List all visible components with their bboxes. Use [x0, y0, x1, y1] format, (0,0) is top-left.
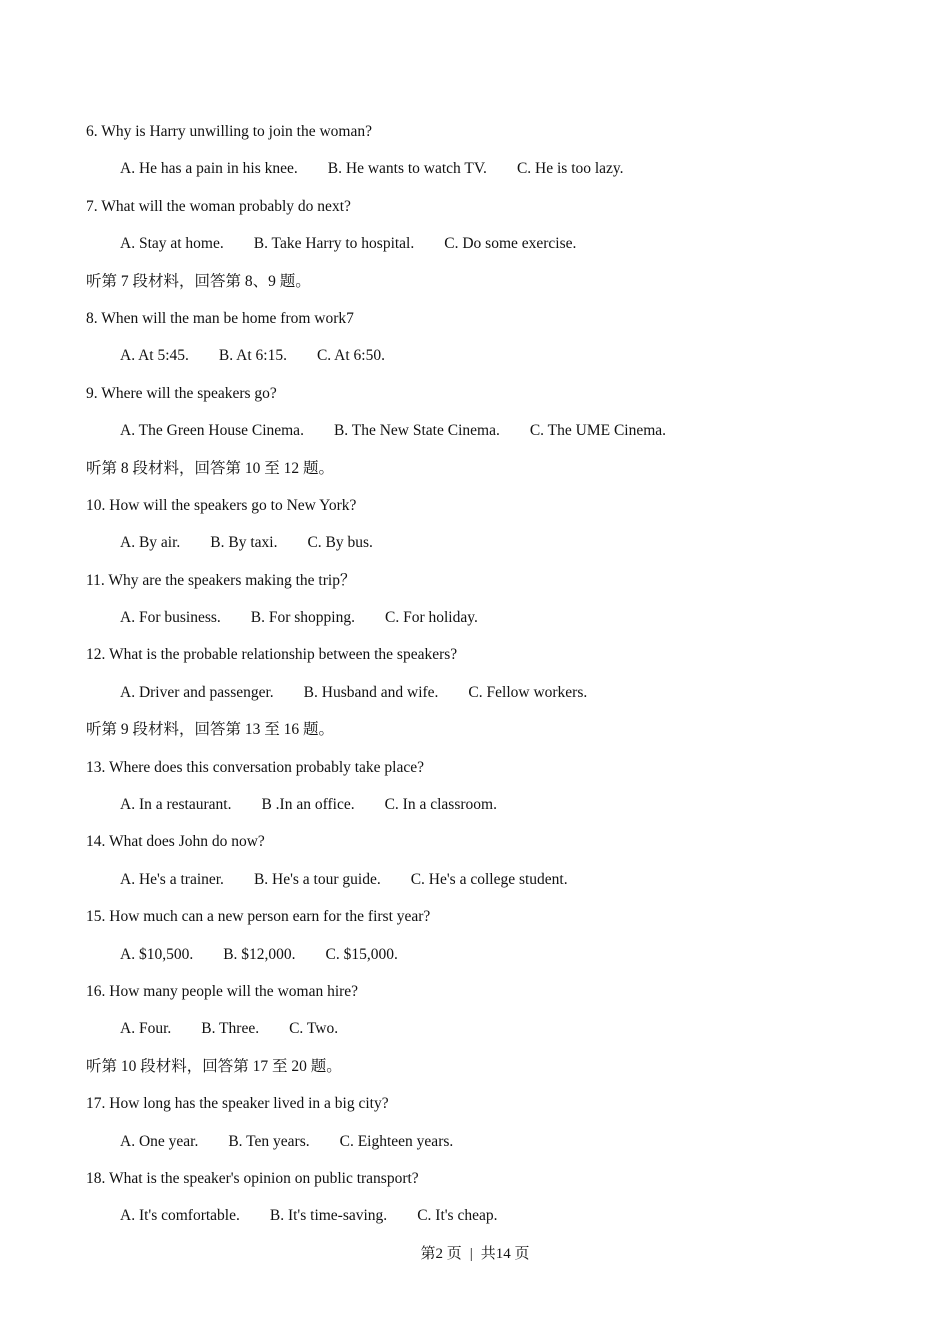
answer-option: A. He's a trainer.: [120, 870, 224, 888]
answer-option: B .In an office.: [261, 796, 355, 814]
answer-option: C. At 6:50.: [316, 347, 385, 365]
answer-options: [86, 681, 886, 718]
answer-options: [86, 344, 886, 381]
answer-option: C. By bus.: [307, 534, 373, 552]
question-text: 18. What is the speaker's opinion on public transport?: [86, 1169, 419, 1187]
answer-options: [86, 868, 886, 905]
answer-option: A. By air.: [120, 534, 181, 552]
exam-content: [86, 120, 886, 1242]
answer-option: B. Husband and wife.: [303, 683, 439, 701]
answer-option: C. $15,000.: [325, 945, 398, 963]
answer-option: B. The New State Cinema.: [333, 422, 500, 440]
answer-options: [86, 531, 886, 568]
answer-option: C. He is too lazy.: [516, 160, 624, 178]
answer-option: B. By taxi.: [210, 534, 278, 552]
section-instruction: 听第 9 段材料，回答第 13 至 16 题。: [86, 721, 335, 739]
answer-option: A. One year.: [120, 1132, 199, 1150]
question-text: 15. How much can a new person earn for the first year?: [86, 908, 431, 926]
answer-option: A. Stay at home.: [120, 235, 224, 253]
answer-option: A. In a restaurant.: [120, 796, 232, 814]
answer-options: [86, 419, 886, 456]
answer-option: C. For holiday.: [384, 609, 478, 627]
section-instruction: 听第 10 段材料，回答第 17 至 20 题。: [86, 1057, 342, 1075]
answer-options: [86, 793, 886, 830]
question-text: 16. How many people will the woman hire?: [86, 982, 359, 1000]
answer-option: C. Two.: [289, 1020, 339, 1038]
answer-option: B. Take Harry to hospital.: [253, 235, 415, 253]
answer-option: C. Eighteen years.: [339, 1132, 454, 1150]
answer-options: [86, 157, 886, 194]
question-text: 8. When will the man be home from work7: [86, 309, 354, 327]
answer-option: B. At 6:15.: [218, 347, 287, 365]
page-total: 共14 页: [480, 1246, 530, 1262]
answer-option: B. It's time-saving.: [269, 1207, 388, 1225]
answer-option: C. The UME Cinema.: [529, 422, 667, 440]
answer-option: B. He wants to watch TV.: [327, 160, 487, 178]
answer-option: B. Ten years.: [228, 1132, 310, 1150]
question-text: 11. Why are the speakers making the trip？: [86, 571, 356, 589]
question-text: 12. What is the probable relationship between the speakers?: [86, 646, 458, 664]
answer-option: A. At 5:45.: [120, 347, 189, 365]
answer-options: [86, 232, 886, 269]
question-text: 6. Why is Harry unwilling to join the woman?: [86, 123, 372, 140]
page-footer: [0, 1242, 950, 1266]
answer-option: A. Driver and passenger.: [120, 683, 274, 701]
question-text: 17. How long has the speaker lived in a big city?: [86, 1095, 389, 1113]
answer-option: A. The Green House Cinema.: [120, 422, 304, 440]
answer-option: C. Fellow workers.: [468, 683, 588, 701]
answer-options: [86, 1204, 886, 1241]
page-number: 第2 页: [420, 1246, 462, 1262]
answer-option: A. For business.: [120, 609, 221, 627]
answer-options: [86, 1130, 886, 1167]
answer-option: A. He has a pain in his knee.: [120, 160, 298, 178]
answer-option: A. Four.: [120, 1020, 172, 1038]
answer-option: C. In a classroom.: [384, 796, 497, 814]
section-instruction: 听第 8 段材料，回答第 10 至 12 题。: [86, 459, 335, 477]
question-text: 9. Where will the speakers go?: [86, 384, 277, 402]
question-text: 14. What does John do now?: [86, 833, 265, 851]
question-text: 10. How will the speakers go to New York?: [86, 496, 357, 514]
answer-options: [86, 943, 886, 980]
answer-option: B. For shopping.: [250, 609, 355, 627]
answer-option: A. $10,500.: [120, 945, 194, 963]
answer-option: C. Do some exercise.: [444, 235, 577, 253]
answer-options: [86, 606, 886, 643]
question-text: 7. What will the woman probably do next?: [86, 197, 351, 215]
answer-option: C. It's cheap.: [417, 1207, 498, 1225]
answer-option: B. He's a tour guide.: [253, 870, 381, 888]
footer-separator: |: [469, 1246, 473, 1262]
answer-option: B. Three.: [201, 1020, 260, 1038]
answer-option: A. It's comfortable.: [120, 1207, 240, 1225]
section-instruction: 听第 7 段材料，回答第 8、9 题。: [86, 272, 311, 290]
answer-options: [86, 1017, 886, 1054]
answer-option: B. $12,000.: [223, 945, 296, 963]
question-text: 13. Where does this conversation probably take place?: [86, 758, 425, 776]
answer-option: C. He's a college student.: [410, 870, 568, 888]
